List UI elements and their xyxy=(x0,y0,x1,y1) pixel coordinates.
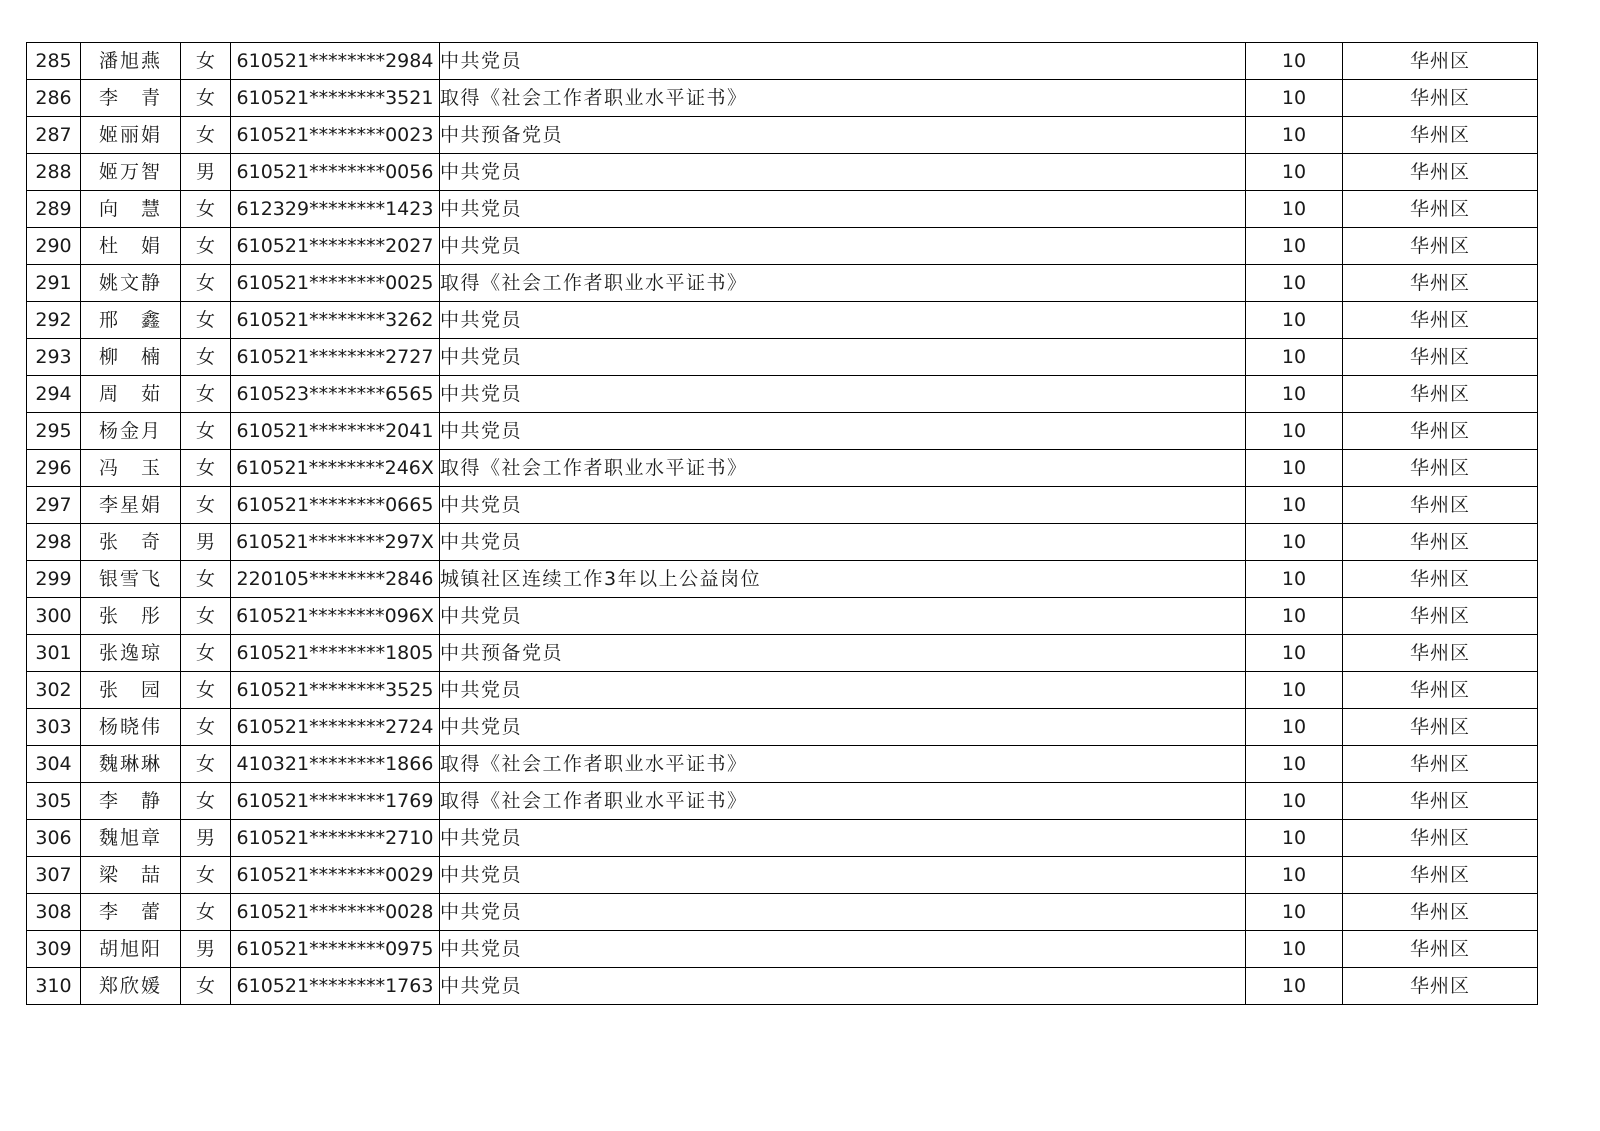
qualification-cell: 中共党员 xyxy=(440,228,1246,265)
score-cell: 10 xyxy=(1246,43,1343,80)
qualification-cell: 中共党员 xyxy=(440,413,1246,450)
name-cell: 梁 喆 xyxy=(81,857,181,894)
score-cell: 10 xyxy=(1246,228,1343,265)
gender-cell: 女 xyxy=(181,487,231,524)
score-cell: 10 xyxy=(1246,450,1343,487)
area-cell: 华州区 xyxy=(1343,339,1538,376)
id-number-cell: 610521********0023 xyxy=(231,117,440,154)
table-row xyxy=(27,783,1538,820)
id-number-cell: 610521********1805 xyxy=(231,635,440,672)
table-row xyxy=(27,894,1538,931)
area-cell: 华州区 xyxy=(1343,117,1538,154)
score-cell: 10 xyxy=(1246,598,1343,635)
name-cell: 胡旭阳 xyxy=(81,931,181,968)
qualification-cell: 中共党员 xyxy=(440,302,1246,339)
area-cell: 华州区 xyxy=(1343,154,1538,191)
table-row xyxy=(27,413,1538,450)
table-row xyxy=(27,376,1538,413)
row-number-cell: 307 xyxy=(27,857,81,894)
row-number-cell: 286 xyxy=(27,80,81,117)
score-cell: 10 xyxy=(1246,894,1343,931)
score-cell: 10 xyxy=(1246,80,1343,117)
area-cell: 华州区 xyxy=(1343,265,1538,302)
id-number-cell: 610521********0029 xyxy=(231,857,440,894)
qualification-cell: 中共党员 xyxy=(440,191,1246,228)
table-row xyxy=(27,80,1538,117)
area-cell: 华州区 xyxy=(1343,783,1538,820)
table-row xyxy=(27,339,1538,376)
table-row xyxy=(27,524,1538,561)
table-row xyxy=(27,117,1538,154)
qualification-cell: 中共预备党员 xyxy=(440,635,1246,672)
name-cell: 邢 鑫 xyxy=(81,302,181,339)
qualification-cell: 中共党员 xyxy=(440,857,1246,894)
area-cell: 华州区 xyxy=(1343,376,1538,413)
id-number-cell: 610521********2041 xyxy=(231,413,440,450)
name-cell: 李 蕾 xyxy=(81,894,181,931)
row-number-cell: 293 xyxy=(27,339,81,376)
score-cell: 10 xyxy=(1246,672,1343,709)
name-cell: 李 静 xyxy=(81,783,181,820)
id-number-cell: 610521********2727 xyxy=(231,339,440,376)
row-number-cell: 291 xyxy=(27,265,81,302)
score-cell: 10 xyxy=(1246,339,1343,376)
roster-sheet xyxy=(26,42,1537,1005)
score-cell: 10 xyxy=(1246,857,1343,894)
row-number-cell: 290 xyxy=(27,228,81,265)
name-cell: 李 青 xyxy=(81,80,181,117)
qualification-cell: 中共党员 xyxy=(440,820,1246,857)
id-number-cell: 610521********0025 xyxy=(231,265,440,302)
score-cell: 10 xyxy=(1246,783,1343,820)
score-cell: 10 xyxy=(1246,154,1343,191)
gender-cell: 女 xyxy=(181,339,231,376)
qualification-cell: 中共党员 xyxy=(440,154,1246,191)
score-cell: 10 xyxy=(1246,931,1343,968)
area-cell: 华州区 xyxy=(1343,413,1538,450)
gender-cell: 女 xyxy=(181,709,231,746)
name-cell: 向 慧 xyxy=(81,191,181,228)
id-number-cell: 610521********0665 xyxy=(231,487,440,524)
area-cell: 华州区 xyxy=(1343,635,1538,672)
id-number-cell: 610521********3262 xyxy=(231,302,440,339)
table-row xyxy=(27,302,1538,339)
area-cell: 华州区 xyxy=(1343,302,1538,339)
roster-table xyxy=(26,42,1538,1005)
gender-cell: 女 xyxy=(181,968,231,1005)
row-number-cell: 289 xyxy=(27,191,81,228)
name-cell: 周 茹 xyxy=(81,376,181,413)
row-number-cell: 306 xyxy=(27,820,81,857)
id-number-cell: 610521********3525 xyxy=(231,672,440,709)
score-cell: 10 xyxy=(1246,635,1343,672)
area-cell: 华州区 xyxy=(1343,228,1538,265)
table-row xyxy=(27,450,1538,487)
table-row xyxy=(27,191,1538,228)
qualification-cell: 取得《社会工作者职业水平证书》 xyxy=(440,265,1246,302)
row-number-cell: 310 xyxy=(27,968,81,1005)
name-cell: 郑欣媛 xyxy=(81,968,181,1005)
name-cell: 魏旭章 xyxy=(81,820,181,857)
table-row xyxy=(27,968,1538,1005)
name-cell: 杜 娟 xyxy=(81,228,181,265)
score-cell: 10 xyxy=(1246,709,1343,746)
area-cell: 华州区 xyxy=(1343,746,1538,783)
table-row xyxy=(27,857,1538,894)
area-cell: 华州区 xyxy=(1343,598,1538,635)
area-cell: 华州区 xyxy=(1343,968,1538,1005)
score-cell: 10 xyxy=(1246,524,1343,561)
score-cell: 10 xyxy=(1246,968,1343,1005)
area-cell: 华州区 xyxy=(1343,43,1538,80)
area-cell: 华州区 xyxy=(1343,709,1538,746)
area-cell: 华州区 xyxy=(1343,80,1538,117)
gender-cell: 女 xyxy=(181,265,231,302)
row-number-cell: 299 xyxy=(27,561,81,598)
table-row xyxy=(27,265,1538,302)
qualification-cell: 中共党员 xyxy=(440,376,1246,413)
table-row xyxy=(27,487,1538,524)
table-row xyxy=(27,561,1538,598)
name-cell: 张 彤 xyxy=(81,598,181,635)
table-row xyxy=(27,598,1538,635)
id-number-cell: 610521********2724 xyxy=(231,709,440,746)
qualification-cell: 取得《社会工作者职业水平证书》 xyxy=(440,450,1246,487)
score-cell: 10 xyxy=(1246,191,1343,228)
score-cell: 10 xyxy=(1246,302,1343,339)
gender-cell: 女 xyxy=(181,672,231,709)
name-cell: 冯 玉 xyxy=(81,450,181,487)
qualification-cell: 中共党员 xyxy=(440,709,1246,746)
id-number-cell: 610521********297X xyxy=(231,524,440,561)
name-cell: 银雪飞 xyxy=(81,561,181,598)
score-cell: 10 xyxy=(1246,117,1343,154)
row-number-cell: 288 xyxy=(27,154,81,191)
area-cell: 华州区 xyxy=(1343,672,1538,709)
table-row xyxy=(27,820,1538,857)
name-cell: 魏琳琳 xyxy=(81,746,181,783)
score-cell: 10 xyxy=(1246,746,1343,783)
area-cell: 华州区 xyxy=(1343,191,1538,228)
gender-cell: 女 xyxy=(181,857,231,894)
table-row xyxy=(27,931,1538,968)
gender-cell: 男 xyxy=(181,524,231,561)
row-number-cell: 298 xyxy=(27,524,81,561)
gender-cell: 男 xyxy=(181,154,231,191)
area-cell: 华州区 xyxy=(1343,561,1538,598)
name-cell: 杨金月 xyxy=(81,413,181,450)
name-cell: 张 奇 xyxy=(81,524,181,561)
area-cell: 华州区 xyxy=(1343,524,1538,561)
name-cell: 姬丽娟 xyxy=(81,117,181,154)
score-cell: 10 xyxy=(1246,561,1343,598)
id-number-cell: 610521********0028 xyxy=(231,894,440,931)
qualification-cell: 取得《社会工作者职业水平证书》 xyxy=(440,746,1246,783)
id-number-cell: 610521********2984 xyxy=(231,43,440,80)
id-number-cell: 610521********2027 xyxy=(231,228,440,265)
table-row xyxy=(27,635,1538,672)
name-cell: 柳 楠 xyxy=(81,339,181,376)
name-cell: 姬万智 xyxy=(81,154,181,191)
row-number-cell: 303 xyxy=(27,709,81,746)
gender-cell: 女 xyxy=(181,561,231,598)
score-cell: 10 xyxy=(1246,413,1343,450)
gender-cell: 女 xyxy=(181,191,231,228)
qualification-cell: 中共党员 xyxy=(440,598,1246,635)
row-number-cell: 287 xyxy=(27,117,81,154)
id-number-cell: 610521********0056 xyxy=(231,154,440,191)
area-cell: 华州区 xyxy=(1343,894,1538,931)
id-number-cell: 610523********6565 xyxy=(231,376,440,413)
qualification-cell: 取得《社会工作者职业水平证书》 xyxy=(440,783,1246,820)
id-number-cell: 610521********096X xyxy=(231,598,440,635)
row-number-cell: 300 xyxy=(27,598,81,635)
area-cell: 华州区 xyxy=(1343,450,1538,487)
row-number-cell: 292 xyxy=(27,302,81,339)
qualification-cell: 中共党员 xyxy=(440,524,1246,561)
row-number-cell: 301 xyxy=(27,635,81,672)
gender-cell: 女 xyxy=(181,302,231,339)
qualification-cell: 中共党员 xyxy=(440,968,1246,1005)
name-cell: 杨晓伟 xyxy=(81,709,181,746)
qualification-cell: 中共党员 xyxy=(440,43,1246,80)
qualification-cell: 中共预备党员 xyxy=(440,117,1246,154)
gender-cell: 女 xyxy=(181,117,231,154)
id-number-cell: 610521********1763 xyxy=(231,968,440,1005)
id-number-cell: 220105********2846 xyxy=(231,561,440,598)
id-number-cell: 610521********246X xyxy=(231,450,440,487)
qualification-cell: 中共党员 xyxy=(440,894,1246,931)
row-number-cell: 309 xyxy=(27,931,81,968)
name-cell: 张 园 xyxy=(81,672,181,709)
table-row xyxy=(27,228,1538,265)
qualification-cell: 中共党员 xyxy=(440,672,1246,709)
gender-cell: 女 xyxy=(181,228,231,265)
row-number-cell: 302 xyxy=(27,672,81,709)
gender-cell: 女 xyxy=(181,450,231,487)
score-cell: 10 xyxy=(1246,487,1343,524)
gender-cell: 女 xyxy=(181,376,231,413)
id-number-cell: 610521********1769 xyxy=(231,783,440,820)
gender-cell: 女 xyxy=(181,598,231,635)
name-cell: 张逸琼 xyxy=(81,635,181,672)
row-number-cell: 285 xyxy=(27,43,81,80)
table-row xyxy=(27,672,1538,709)
area-cell: 华州区 xyxy=(1343,857,1538,894)
table-row xyxy=(27,746,1538,783)
qualification-cell: 取得《社会工作者职业水平证书》 xyxy=(440,80,1246,117)
score-cell: 10 xyxy=(1246,376,1343,413)
area-cell: 华州区 xyxy=(1343,820,1538,857)
row-number-cell: 304 xyxy=(27,746,81,783)
score-cell: 10 xyxy=(1246,265,1343,302)
qualification-cell: 中共党员 xyxy=(440,339,1246,376)
roster-body xyxy=(27,43,1538,1005)
gender-cell: 女 xyxy=(181,413,231,450)
row-number-cell: 308 xyxy=(27,894,81,931)
qualification-cell: 城镇社区连续工作3年以上公益岗位 xyxy=(440,561,1246,598)
row-number-cell: 296 xyxy=(27,450,81,487)
id-number-cell: 410321********1866 xyxy=(231,746,440,783)
gender-cell: 男 xyxy=(181,931,231,968)
row-number-cell: 294 xyxy=(27,376,81,413)
table-row xyxy=(27,43,1538,80)
gender-cell: 女 xyxy=(181,635,231,672)
qualification-cell: 中共党员 xyxy=(440,487,1246,524)
name-cell: 李星娟 xyxy=(81,487,181,524)
score-cell: 10 xyxy=(1246,820,1343,857)
table-row xyxy=(27,154,1538,191)
id-number-cell: 610521********0975 xyxy=(231,931,440,968)
gender-cell: 男 xyxy=(181,820,231,857)
gender-cell: 女 xyxy=(181,783,231,820)
row-number-cell: 295 xyxy=(27,413,81,450)
area-cell: 华州区 xyxy=(1343,487,1538,524)
id-number-cell: 610521********2710 xyxy=(231,820,440,857)
row-number-cell: 305 xyxy=(27,783,81,820)
gender-cell: 女 xyxy=(181,43,231,80)
table-row xyxy=(27,709,1538,746)
id-number-cell: 610521********3521 xyxy=(231,80,440,117)
gender-cell: 女 xyxy=(181,80,231,117)
id-number-cell: 612329********1423 xyxy=(231,191,440,228)
name-cell: 潘旭燕 xyxy=(81,43,181,80)
row-number-cell: 297 xyxy=(27,487,81,524)
gender-cell: 女 xyxy=(181,746,231,783)
area-cell: 华州区 xyxy=(1343,931,1538,968)
gender-cell: 女 xyxy=(181,894,231,931)
qualification-cell: 中共党员 xyxy=(440,931,1246,968)
name-cell: 姚文静 xyxy=(81,265,181,302)
